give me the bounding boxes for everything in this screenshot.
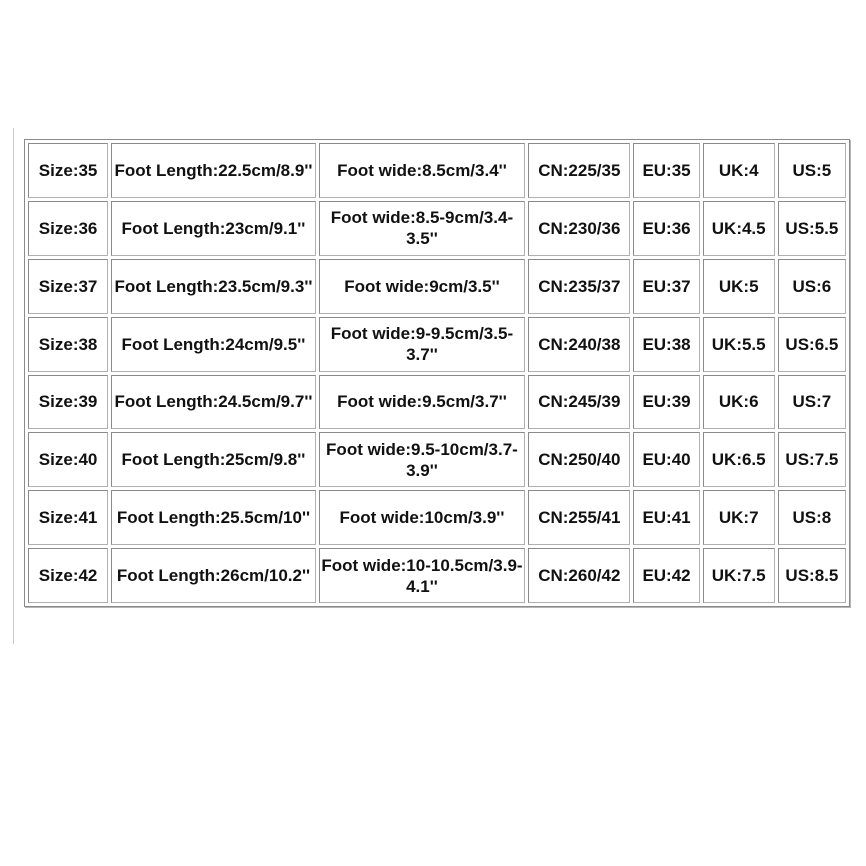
- eu-size-cell: EU:37: [633, 259, 699, 314]
- eu-size-cell: EU:35: [633, 143, 699, 198]
- cn-size-cell: CN:240/38: [528, 317, 630, 372]
- cn-size-cell: CN:250/40: [528, 432, 630, 487]
- eu-size-cell: EU:40: [633, 432, 699, 487]
- us-size-cell: US:7.5: [778, 432, 846, 487]
- table-row: [28, 375, 846, 430]
- table-row: [28, 317, 846, 372]
- cn-size-cell: CN:245/39: [528, 375, 630, 430]
- uk-size-cell: UK:6: [703, 375, 775, 430]
- foot-length-cell: Foot Length:22.5cm/8.9'': [111, 143, 316, 198]
- foot-wide-cell: Foot wide:8.5-9cm/3.4-3.5'': [319, 201, 526, 256]
- size-cell: Size:37: [28, 259, 108, 314]
- table-row: [28, 490, 846, 545]
- size-cell: Size:42: [28, 548, 108, 603]
- eu-size-cell: EU:39: [633, 375, 699, 430]
- size-cell: Size:38: [28, 317, 108, 372]
- us-size-cell: US:6: [778, 259, 846, 314]
- eu-size-cell: EU:38: [633, 317, 699, 372]
- size-cell: Size:36: [28, 201, 108, 256]
- size-cell: Size:39: [28, 375, 108, 430]
- eu-size-cell: EU:42: [633, 548, 699, 603]
- foot-wide-cell: Foot wide:9cm/3.5'': [319, 259, 526, 314]
- cn-size-cell: CN:255/41: [528, 490, 630, 545]
- foot-wide-cell: Foot wide:9.5-10cm/3.7-3.9'': [319, 432, 526, 487]
- foot-length-cell: Foot Length:24.5cm/9.7'': [111, 375, 316, 430]
- foot-length-cell: Foot Length:25.5cm/10'': [111, 490, 316, 545]
- foot-wide-cell: Foot wide:10-10.5cm/3.9-4.1'': [319, 548, 526, 603]
- size-cell: Size:40: [28, 432, 108, 487]
- table-row: [28, 259, 846, 314]
- us-size-cell: US:8.5: [778, 548, 846, 603]
- us-size-cell: US:6.5: [778, 317, 846, 372]
- foot-wide-cell: Foot wide:8.5cm/3.4'': [319, 143, 526, 198]
- uk-size-cell: UK:5.5: [703, 317, 775, 372]
- us-size-cell: US:5.5: [778, 201, 846, 256]
- cn-size-cell: CN:230/36: [528, 201, 630, 256]
- cn-size-cell: CN:225/35: [528, 143, 630, 198]
- uk-size-cell: UK:4.5: [703, 201, 775, 256]
- size-cell: Size:41: [28, 490, 108, 545]
- uk-size-cell: UK:4: [703, 143, 775, 198]
- table-row: [28, 432, 846, 487]
- table-row: [28, 201, 846, 256]
- foot-wide-cell: Foot wide:9-9.5cm/3.5-3.7'': [319, 317, 526, 372]
- us-size-cell: US:8: [778, 490, 846, 545]
- us-size-cell: US:5: [778, 143, 846, 198]
- foot-length-cell: Foot Length:26cm/10.2'': [111, 548, 316, 603]
- uk-size-cell: UK:6.5: [703, 432, 775, 487]
- eu-size-cell: EU:36: [633, 201, 699, 256]
- foot-length-cell: Foot Length:25cm/9.8'': [111, 432, 316, 487]
- size-cell: Size:35: [28, 143, 108, 198]
- cn-size-cell: CN:260/42: [528, 548, 630, 603]
- uk-size-cell: UK:5: [703, 259, 775, 314]
- uk-size-cell: UK:7.5: [703, 548, 775, 603]
- us-size-cell: US:7: [778, 375, 846, 430]
- table-row: [28, 143, 846, 198]
- foot-wide-cell: Foot wide:9.5cm/3.7'': [319, 375, 526, 430]
- size-chart-table: [24, 139, 850, 607]
- cn-size-cell: CN:235/37: [528, 259, 630, 314]
- foot-length-cell: Foot Length:24cm/9.5'': [111, 317, 316, 372]
- foot-length-cell: Foot Length:23.5cm/9.3'': [111, 259, 316, 314]
- table-row: [28, 548, 846, 603]
- eu-size-cell: EU:41: [633, 490, 699, 545]
- uk-size-cell: UK:7: [703, 490, 775, 545]
- left-divider-line: [13, 128, 14, 644]
- foot-wide-cell: Foot wide:10cm/3.9'': [319, 490, 526, 545]
- foot-length-cell: Foot Length:23cm/9.1'': [111, 201, 316, 256]
